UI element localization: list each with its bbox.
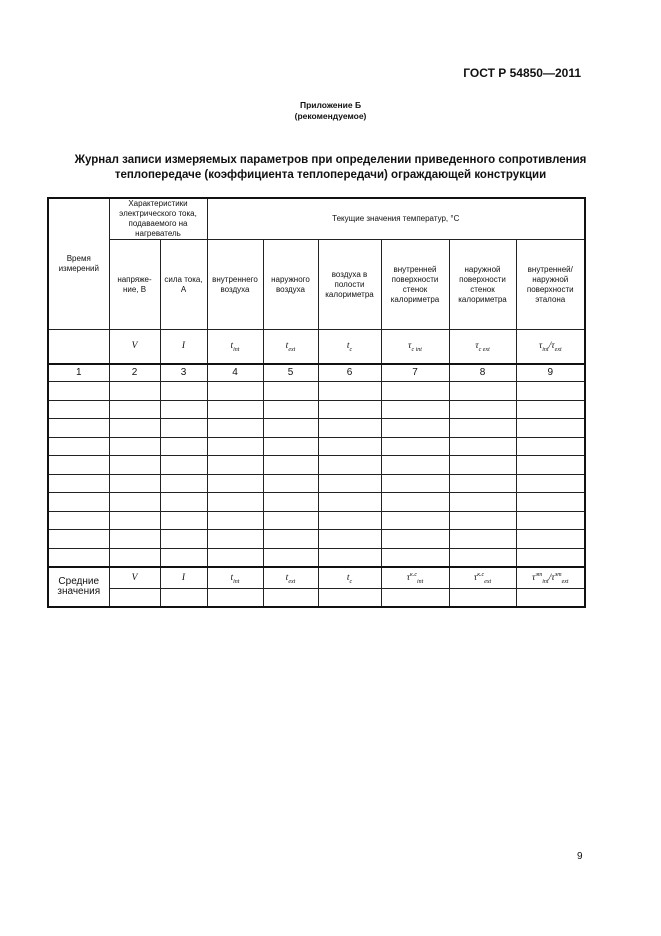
journal-blank-cell — [516, 382, 585, 401]
journal-blank-cell — [449, 530, 516, 549]
journal-blank-cell — [109, 400, 160, 419]
symbol-tau-ref: $\tau_{int}/\tau_{ext}$ — [516, 330, 585, 364]
avg-symbol-t-int: $t_{int}$ — [207, 567, 263, 589]
avg-symbol-voltage: V — [109, 567, 160, 589]
journal-blank-cell — [381, 493, 449, 512]
header-tau-c-ext: наружной поверхности стенок калориметра — [449, 240, 516, 330]
symbol-voltage: V — [109, 330, 160, 364]
header-voltage: напряже-ние, В — [109, 240, 160, 330]
journal-blank-cell — [516, 548, 585, 567]
journal-blank-cell — [449, 456, 516, 475]
journal-blank-cell — [318, 493, 381, 512]
journal-blank-cell — [381, 382, 449, 401]
symbol-tau-c-ext: $\tau_{c ext}$ — [449, 330, 516, 364]
header-time: Время измерений — [48, 198, 109, 330]
avg-symbol-current: I — [160, 567, 207, 589]
symbol-cell-empty — [48, 330, 109, 364]
average-values-label: Средние значения — [48, 567, 109, 607]
avg-value-cell — [381, 589, 449, 607]
journal-blank-cell — [263, 419, 318, 438]
journal-blank-cell — [160, 548, 207, 567]
journal-blank-cell — [516, 400, 585, 419]
journal-blank-cell — [263, 437, 318, 456]
journal-blank-cell — [263, 511, 318, 530]
journal-blank-cell — [318, 419, 381, 438]
journal-blank-cell — [160, 474, 207, 493]
journal-blank-cell — [48, 474, 109, 493]
column-number-1: 1 — [48, 364, 109, 382]
journal-blank-cell — [48, 400, 109, 419]
journal-blank-cell — [381, 456, 449, 475]
journal-blank-cell — [109, 382, 160, 401]
column-number-9: 9 — [516, 364, 585, 382]
measurement-journal-table — [47, 197, 586, 608]
header-current: сила тока, А — [160, 240, 207, 330]
header-temperature-group: Текущие значения температур, °С — [207, 198, 585, 240]
journal-blank-cell — [109, 419, 160, 438]
journal-blank-cell — [263, 400, 318, 419]
column-number-8: 8 — [449, 364, 516, 382]
journal-blank-cell — [516, 419, 585, 438]
avg-symbol-tau-et: $\tau^{эт}_{int}/\tau^{эт}_{ext}$ — [516, 567, 585, 589]
journal-blank-cell — [160, 419, 207, 438]
document-number: ГОСТ Р 54850—2011 — [463, 66, 581, 80]
header-t-ext: наружного воздуха — [263, 240, 318, 330]
journal-blank-cell — [318, 437, 381, 456]
avg-value-cell — [318, 589, 381, 607]
header-t-int: внутреннего воздуха — [207, 240, 263, 330]
symbol-t-int: $t_{int}$ — [207, 330, 263, 364]
journal-blank-cell — [381, 437, 449, 456]
journal-blank-cell — [516, 437, 585, 456]
journal-blank-cell — [160, 530, 207, 549]
journal-blank-cell — [160, 456, 207, 475]
page-number: 9 — [577, 851, 583, 862]
journal-blank-cell — [48, 419, 109, 438]
journal-blank-cell — [516, 530, 585, 549]
journal-blank-cell — [381, 400, 449, 419]
journal-blank-cell — [48, 493, 109, 512]
journal-blank-cell — [160, 493, 207, 512]
journal-blank-cell — [207, 474, 263, 493]
header-tau-c-int: внутренней поверхности стенок калориметра — [381, 240, 449, 330]
header-electric-group: Характеристики электрического тока, подаваемого на нагреватель — [109, 198, 207, 240]
journal-blank-cell — [207, 419, 263, 438]
appendix-heading — [0, 100, 661, 122]
column-number-4: 4 — [207, 364, 263, 382]
header-t-c: воздуха в полости калориметра — [318, 240, 381, 330]
symbol-t-ext: $t_{ext}$ — [263, 330, 318, 364]
journal-blank-cell — [449, 511, 516, 530]
journal-blank-cell — [263, 474, 318, 493]
journal-blank-cell — [381, 474, 449, 493]
journal-blank-cell — [449, 437, 516, 456]
journal-blank-cell — [263, 548, 318, 567]
column-number-2: 2 — [109, 364, 160, 382]
avg-value-cell — [160, 589, 207, 607]
title-line-2: теплопередаче (коэффициента теплопередачи) ограждающей конструкции — [114, 168, 547, 181]
journal-blank-cell — [207, 530, 263, 549]
journal-blank-cell — [207, 382, 263, 401]
journal-blank-cell — [381, 511, 449, 530]
journal-blank-cell — [207, 400, 263, 419]
journal-blank-cell — [48, 548, 109, 567]
journal-blank-cell — [449, 382, 516, 401]
avg-symbol-t-c: $t_c$ — [318, 567, 381, 589]
journal-blank-cell — [207, 437, 263, 456]
journal-blank-cell — [48, 456, 109, 475]
journal-blank-cell — [449, 474, 516, 493]
symbol-current: I — [160, 330, 207, 364]
journal-blank-cell — [318, 548, 381, 567]
avg-value-cell — [263, 589, 318, 607]
column-number-6: 6 — [318, 364, 381, 382]
title-line-1: Журнал записи измеряемых параметров при определении приведенного сопротивления — [74, 154, 587, 166]
journal-blank-cell — [48, 511, 109, 530]
blank-data-rows — [48, 382, 585, 567]
journal-blank-cell — [207, 511, 263, 530]
journal-blank-cell — [516, 511, 585, 530]
journal-blank-cell — [318, 511, 381, 530]
journal-blank-cell — [160, 511, 207, 530]
appendix-label: Приложение Б — [299, 100, 362, 110]
journal-blank-cell — [109, 511, 160, 530]
journal-blank-cell — [263, 382, 318, 401]
header-tau-ref: внутренней/ наружной поверхности эталона — [516, 240, 585, 330]
column-number-5: 5 — [263, 364, 318, 382]
journal-blank-cell — [449, 493, 516, 512]
avg-value-cell — [109, 589, 160, 607]
symbol-tau-c-int: $\tau_{c int}$ — [381, 330, 449, 364]
journal-blank-cell — [449, 548, 516, 567]
journal-blank-cell — [381, 548, 449, 567]
journal-blank-cell — [109, 530, 160, 549]
column-number-7: 7 — [381, 364, 449, 382]
journal-blank-cell — [109, 456, 160, 475]
avg-symbol-t-ext: $t_{ext}$ — [263, 567, 318, 589]
journal-blank-cell — [516, 493, 585, 512]
journal-blank-cell — [207, 456, 263, 475]
journal-blank-cell — [109, 437, 160, 456]
journal-blank-cell — [449, 400, 516, 419]
journal-blank-cell — [160, 437, 207, 456]
avg-value-cell — [449, 589, 516, 607]
avg-symbol-tau-kc-int: $\tau^{к.с}_{int}$ — [381, 567, 449, 589]
journal-blank-cell — [48, 382, 109, 401]
avg-symbol-tau-kc-ext: $\tau^{к.с}_{ext}$ — [449, 567, 516, 589]
journal-blank-cell — [318, 456, 381, 475]
journal-blank-cell — [263, 493, 318, 512]
journal-blank-cell — [263, 456, 318, 475]
journal-blank-cell — [109, 493, 160, 512]
journal-blank-cell — [263, 530, 318, 549]
symbol-t-c: $t_c$ — [318, 330, 381, 364]
journal-blank-cell — [48, 437, 109, 456]
journal-blank-cell — [516, 456, 585, 475]
journal-blank-cell — [381, 419, 449, 438]
journal-blank-cell — [318, 400, 381, 419]
table-title — [40, 153, 621, 182]
journal-blank-cell — [516, 474, 585, 493]
journal-blank-cell — [207, 493, 263, 512]
journal-blank-cell — [318, 474, 381, 493]
journal-blank-cell — [160, 400, 207, 419]
journal-blank-cell — [109, 474, 160, 493]
journal-blank-cell — [207, 548, 263, 567]
journal-blank-cell — [160, 382, 207, 401]
appendix-status: (рекомендуемое) — [294, 111, 367, 121]
avg-value-cell — [516, 589, 585, 607]
avg-value-cell — [207, 589, 263, 607]
column-number-3: 3 — [160, 364, 207, 382]
journal-blank-cell — [381, 530, 449, 549]
journal-blank-cell — [318, 530, 381, 549]
journal-blank-cell — [449, 419, 516, 438]
journal-blank-cell — [109, 548, 160, 567]
journal-blank-cell — [48, 530, 109, 549]
journal-blank-cell — [318, 382, 381, 401]
